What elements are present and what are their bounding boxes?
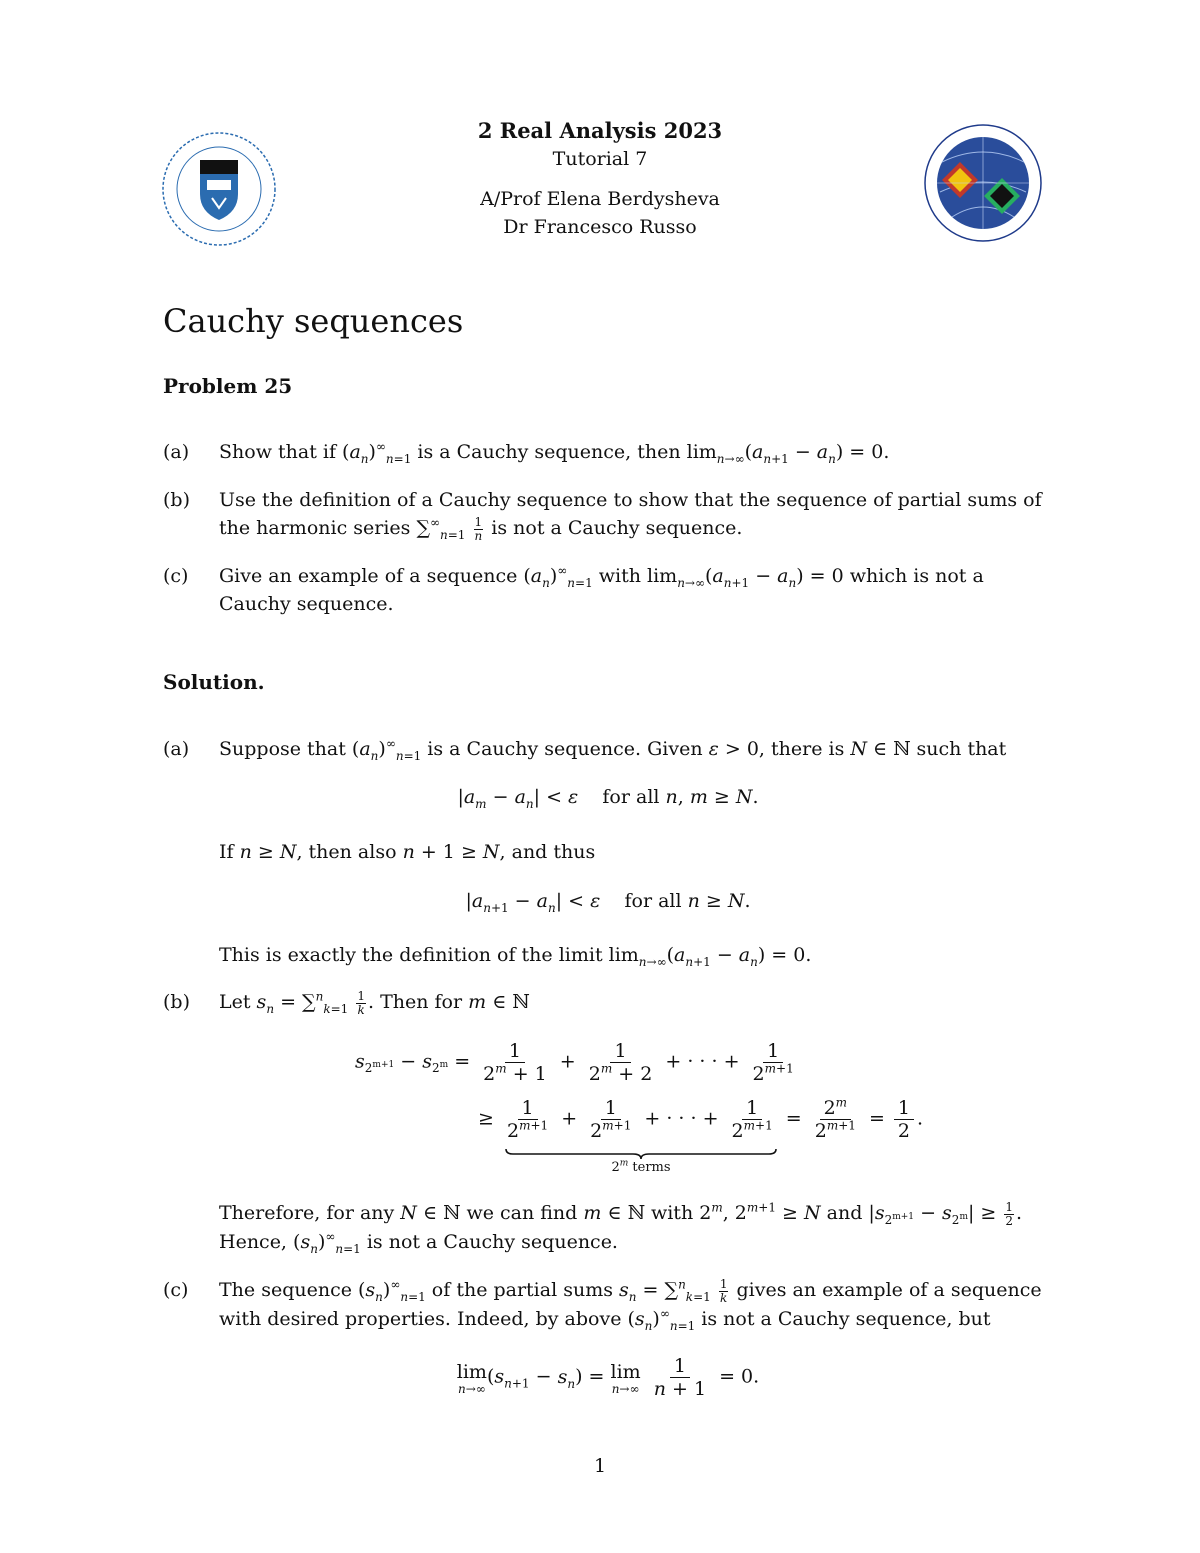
item-label: (a) [163, 441, 190, 463]
course-title: 2 Real Analysis 2023 [477, 118, 723, 143]
problem-title: Problem 25 [163, 374, 293, 398]
equation-cauchy-definition: $|a_m - a_n| < \varepsilon$ for all n, m ≥ N. [457, 786, 759, 811]
solution-a-text-2: This is exactly the definition of the limit $\lim_{n\to\infty}(a_{n+1} - a_n) = 0$. [219, 944, 812, 969]
item-label: (b) [163, 991, 190, 1013]
solution-item-c: (c) The sequence $(s_n)^\infty_{n=1}$ of the partial sums $s_n = \sum^n_{k=1}$ $\frac{1}{k}$ gives an example of a sequence with desired properties. Indeed, by above $(s_n)^\infty_{n=1}$ is not a Cauchy sequence, but [163, 1276, 1042, 1333]
solution-item-b: (b) Let $s_n = \sum^n_{k=1}$ $\frac{1}{k}$ . Then for m ∈ ℕ [163, 988, 530, 1017]
page-number: 1 [593, 1455, 607, 1477]
underbrace-label: 2$^m$ terms [611, 1158, 671, 1175]
solution-a-text-1: If n ≥ N, then also n + 1 ≥ N, and thus [219, 841, 596, 863]
equation-consecutive-terms: $|a_{n+1} - a_n| < \varepsilon$ for all n ≥ N. [465, 890, 751, 915]
lecturer-1: A/Prof Elena Berdysheva [480, 188, 720, 210]
section-title: Cauchy sequences [163, 302, 464, 340]
problem-item-c: (c) Give an example of a sequence $(a_n)^\infty_{n=1}$ with $\lim_{n\to\infty}(a_{n+1} - a_n) = 0$ which is not a Cauchy sequence. [163, 563, 984, 615]
item-label: (a) [163, 738, 190, 760]
solution-title: Solution. [163, 670, 265, 694]
problem-item-a: (a) Show that if $(a_n)^\infty_{n=1}$ is a Cauchy sequence, then $\lim_{n\to\infty}(a_{n+1} - a_n) = 0$. [163, 439, 890, 466]
problem-item-b: (b) Use the definition of a Cauchy sequence to show that the sequence of partial sums of the harmonic series $\sum^\infty_{n=1}$ $\frac{1}{n}$ is not a Cauchy sequence. [163, 486, 1053, 543]
underbrace [505, 1148, 777, 1160]
equation-limit: lim n→∞ $(s_{n+1} - s_n)$ = lim n→∞ $\frac{1}{n + 1}$ = 0. [456, 1355, 760, 1400]
tutorial-number: Tutorial 7 [552, 148, 648, 170]
solution-b-conclusion: Therefore, for any N ∈ ℕ we can find m ∈ ℕ with 2$^m$, $2^{m+1} \ge N$ and $|s_{2^{m+1}} - s_{2^m}|$ ≥ $\frac{1}{2}$ . Hence, $(s_n)^\infty_{n=1}$ is not a Cauchy sequence. [219, 1199, 1023, 1256]
lecturer-2: Dr Francesco Russo [503, 216, 697, 238]
item-label: (c) [163, 565, 189, 587]
equation-line-2: ≥ $\frac{1}{2^{m+1}}$ + $\frac{1}{2^{m+1}}$ + · · · + $\frac{1}{2^{m+1}}$ = $\frac{2^m}{2^{m+1}}$ = $\frac{1}{2}$ . [478, 1095, 924, 1142]
item-label: (b) [163, 489, 190, 511]
equation-line-1: $s_{2^{m+1}} - s_{2^m}$ = $\frac{1}{2^m + 1}$ + $\frac{1}{2^m + 2}$ + · · · + $\frac{1}{2^{m+1}}$ [355, 1040, 794, 1085]
maths-department-logo [922, 122, 1044, 244]
solution-item-a: (a) Suppose that $(a_n)^\infty_{n=1}$ is a Cauchy sequence. Given ε > 0, there is N ∈ ℕ such that [163, 736, 1007, 763]
item-label: (c) [163, 1279, 189, 1301]
